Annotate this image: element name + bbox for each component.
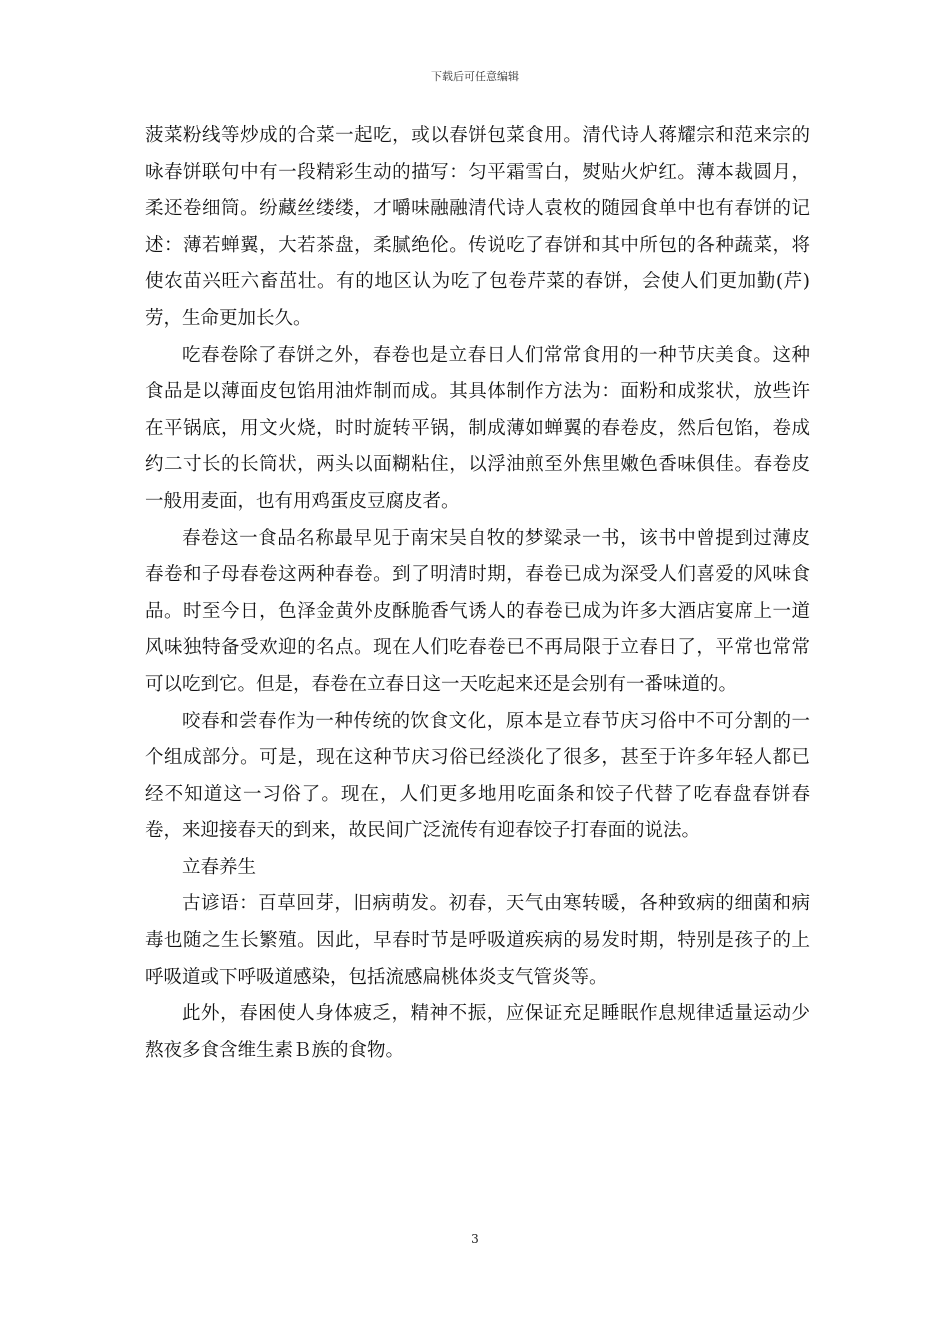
paragraph-health-advice: 此外，春困使人身体疲乏，精神不振，应保证充足睡眠作息规律适量运动少熬夜多食含维生素Ｂ族的食物。 — [145, 1003, 810, 1061]
page-number: 3 — [471, 1232, 479, 1246]
page-header: 下载后可任意编辑 — [431, 70, 519, 83]
section-heading: 立春养生 — [182, 856, 257, 878]
paragraph-spring-pancake: 菠菜粉线等炒成的合菜一起吃，或以春饼包菜食用。清代诗人蒋耀宗和范来宗的咏春饼联句中有一段精彩生动的描写：匀平霜雪白，熨贴火炉红。薄本裁圆月，柔还卷细筒。纷藏丝缕缕，才嚼味融融清代诗人袁枚的随园食单中也有春饼的记述：薄若蝉翼，大若茶盘，柔腻绝伦。传说吃了春饼和其中所包的各种蔬菜，将使农苗兴旺六畜茁壮。有的地区认为吃了包卷芹菜的春饼，会使人们更加勤(芹)劳，生命更加长久。 — [145, 125, 810, 329]
paragraph-bite-spring: 咬春和尝春作为一种传统的饮食文化，原本是立春节庆习俗中不可分割的一个组成部分。可是，现在这种节庆习俗已经淡化了很多，甚至于许多年轻人都已经不知道这一习俗了。现在，人们更多地用吃面条和饺子代替了吃春盘春饼春卷，来迎接春天的到来，故民间广泛流传有迎春饺子打春面的说法。 — [145, 710, 810, 842]
paragraph-spring-roll-history: 春卷这一食品名称最早见于南宋吴自牧的梦粱录一书，该书中曾提到过薄皮春卷和子母春卷这两种春卷。到了明清时期，春卷已成为深受人们喜爱的风味食品。时至今日，色泽金黄外皮酥脆香气诱人的春卷已成为许多大酒店宴席上一道风味独特备受欢迎的名点。现在人们吃春卷已不再局限于立春日了，平常也常常可以吃到它。但是，春卷在立春日这一天吃起来还是会别有一番味道的。 — [145, 527, 810, 695]
paragraph-health-proverb: 古谚语：百草回芽，旧病萌发。初春，天气由寒转暖，各种致病的细菌和病毒也随之生长繁殖。因此，早春时节是呼吸道疾病的易发时期，特别是孩子的上呼吸道或下呼吸道感染，包括流感扁桃体炎支气管炎等。 — [145, 893, 810, 988]
paragraph-spring-roll: 吃春卷除了春饼之外，春卷也是立春日人们常常食用的一种节庆美食。这种食品是以薄面皮包馅用油炸制而成。其具体制作方法为：面粉和成浆状，放些许在平锅底，用文火烧，时时旋转平锅，制成薄如蝉翼的春卷皮，然后包馅，卷成约二寸长的长筒状，两头以面糊粘住，以浮油煎至外焦里嫩色香味俱佳。春卷皮一般用麦面，也有用鸡蛋皮豆腐皮者。 — [145, 344, 810, 512]
document-body — [145, 118, 810, 1069]
